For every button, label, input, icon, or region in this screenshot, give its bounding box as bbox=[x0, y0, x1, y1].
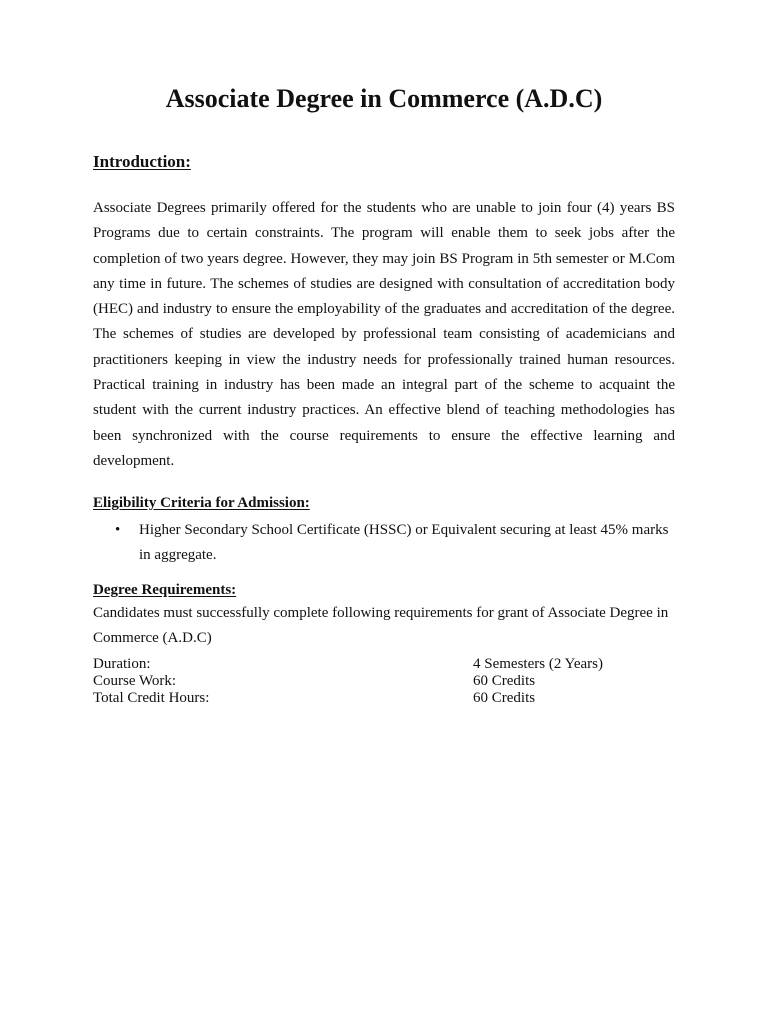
requirement-row-course-work bbox=[93, 673, 675, 690]
bullet-icon: • bbox=[115, 522, 121, 538]
degree-requirements-paragraph: Candidates must successfully complete following requirements for grant of Associate Degree in Commerce (A.D.C) bbox=[93, 605, 669, 647]
requirement-value: 4 Semesters (2 Years) bbox=[473, 656, 603, 672]
requirement-value: 60 Credits bbox=[473, 673, 536, 689]
eligibility-list-item bbox=[93, 518, 675, 568]
requirement-row-total-credit-hours bbox=[93, 690, 675, 707]
requirements-table bbox=[93, 656, 675, 707]
eligibility-list bbox=[93, 518, 675, 568]
requirement-row-duration bbox=[93, 656, 675, 673]
requirement-label: Duration: bbox=[93, 656, 151, 672]
eligibility-item-text: Higher Secondary School Certificate (HSSC) or Equivalent securing at least 45% marks in aggregate. bbox=[139, 522, 669, 563]
document-title: Associate Degree in Commerce (A.D.C) bbox=[165, 84, 603, 113]
degree-requirements-heading: Degree Requirements: bbox=[93, 582, 237, 598]
eligibility-heading: Eligibility Criteria for Admission: bbox=[93, 495, 310, 511]
requirement-label: Total Credit Hours: bbox=[93, 690, 210, 706]
requirement-label: Course Work: bbox=[93, 673, 177, 689]
requirement-value: 60 Credits bbox=[473, 690, 536, 706]
introduction-heading: Introduction: bbox=[93, 152, 191, 171]
introduction-paragraph: Associate Degrees primarily offered for the students who are unable to join four (4) years BS Programs due to certain constraints. The program will enable them to seek jobs after the completion of two years degree. However, they may join BS Program in 5th semester or M.Com any time in future. The schemes of studies are designed with consultation of accreditation body (HEC) and industry to ensure the employability of the graduates and accreditation of the degree. The schemes of studies are developed by professional team consisting of academicians and practitioners keeping in view the industry needs for professionally trained human resources. Practical training in industry has been made an integral part of the scheme to acquaint the student with the current industry practices. An effective blend of teaching methodologies has been synchronized with the course requirements to ensure the effective learning and development. bbox=[93, 200, 675, 469]
